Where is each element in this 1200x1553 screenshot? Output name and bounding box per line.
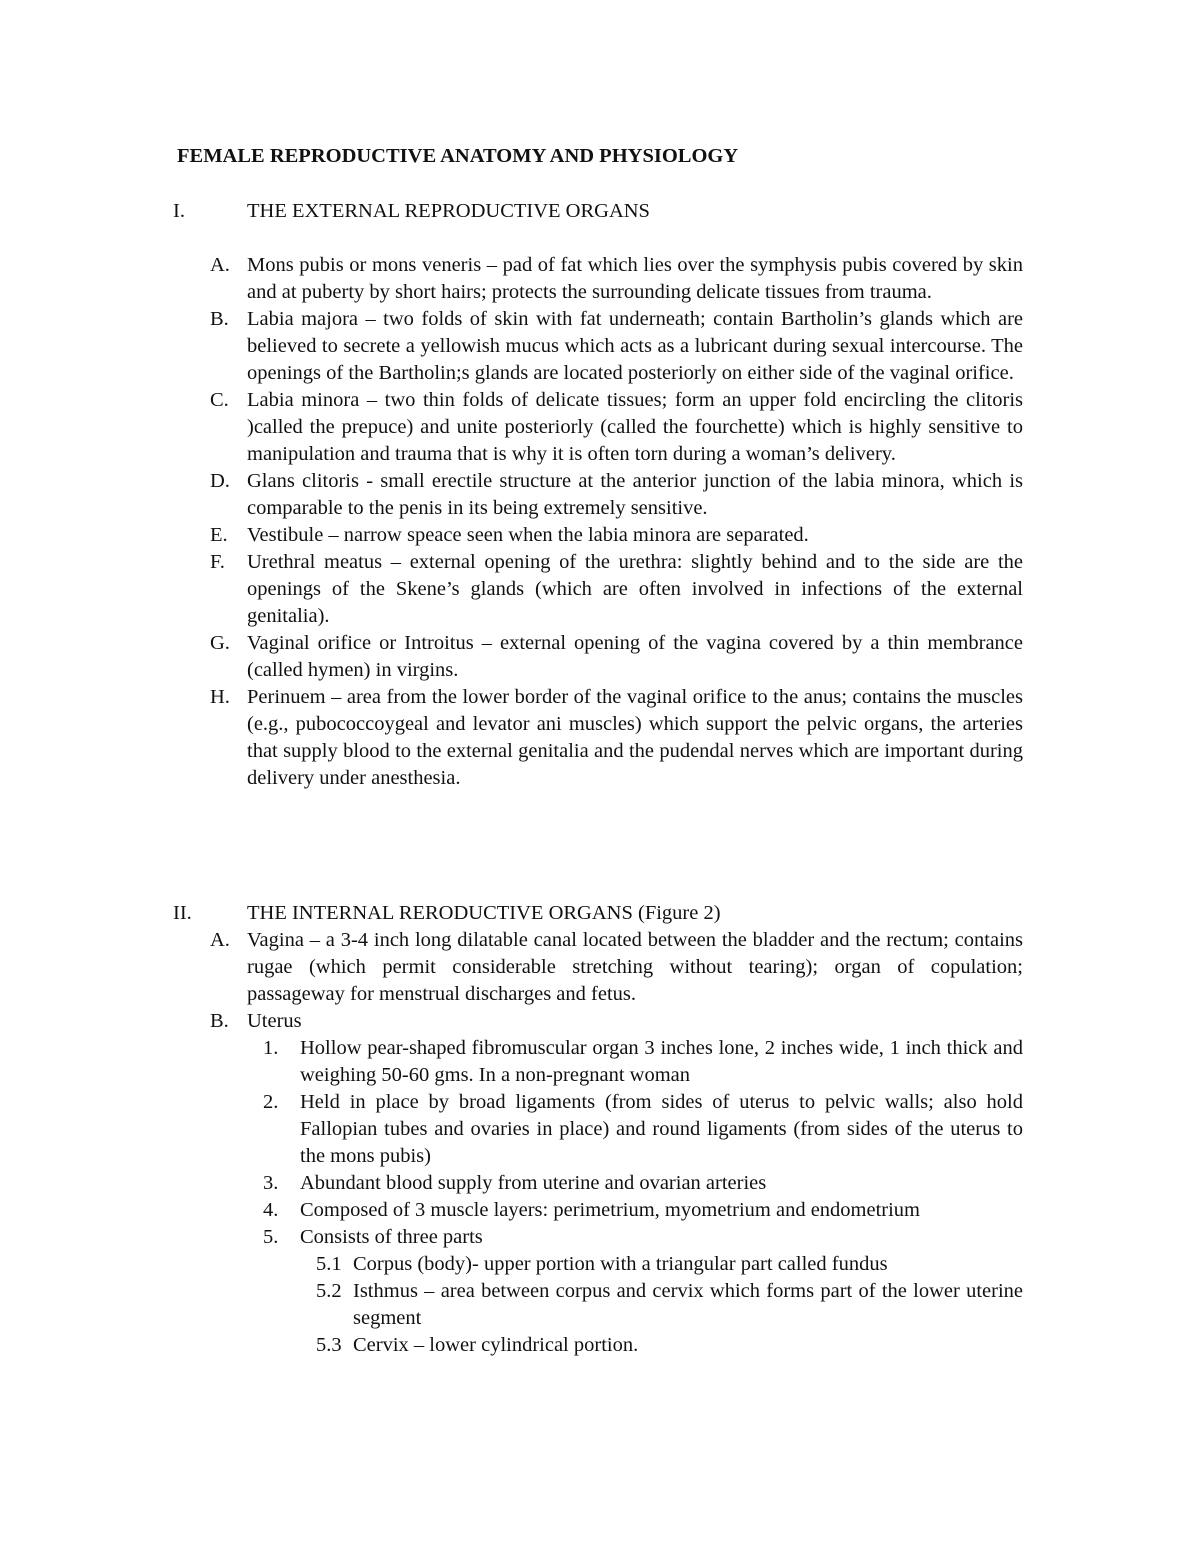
item-text: Labia majora – two folds of skin with fat underneath; contain Bartholin’s glands which are believed to secrete a yellowish mucus which acts as a lubricant during sexual intercourse. The openings of the Bartholin;s glands are located posteriorly on either side of the vaginal orifice. bbox=[247, 308, 1023, 384]
item-label: E. bbox=[210, 524, 228, 546]
item-text: Vaginal orifice or Introitus – external opening of the vagina covered by a thin membrance (called hymen) in virgins. bbox=[247, 632, 1023, 681]
list-item bbox=[210, 468, 1023, 522]
section-2-title: THE INTERNAL RERODUCTIVE ORGANS (Figure 2) bbox=[247, 902, 721, 924]
uterus-parts-sublist bbox=[210, 1251, 1023, 1359]
item-text: Composed of 3 muscle layers: perimetrium, myometrium and endometrium bbox=[300, 1199, 920, 1221]
item-text: Abundant blood supply from uterine and ovarian arteries bbox=[300, 1172, 767, 1194]
item-text: Corpus (body)- upper portion with a triangular part called fundus bbox=[353, 1253, 888, 1275]
section-1-title: THE EXTERNAL REPRODUCTIVE ORGANS bbox=[247, 200, 650, 222]
item-text: Urethral meatus – external opening of the urethra: slightly behind and to the side are the openings of the Skene’s glands (which are often involved in infections of the external genitalia). bbox=[247, 551, 1023, 627]
item-label: 5.1 bbox=[316, 1253, 342, 1275]
item-text: Consists of three parts bbox=[300, 1226, 483, 1248]
item-text: Vagina – a 3-4 inch long dilatable canal located between the bladder and the rectum; contains rugae (which permit considerable stretching without tearing); organ of copulation; passageway for menstrual discharges and fetus. bbox=[247, 929, 1023, 1005]
list-item bbox=[210, 684, 1023, 792]
list-item bbox=[316, 1251, 1023, 1278]
item-label: A. bbox=[210, 929, 230, 951]
item-label: 1. bbox=[263, 1037, 279, 1059]
list-item bbox=[316, 1278, 1023, 1332]
item-text: Cervix – lower cylindrical portion. bbox=[353, 1334, 639, 1356]
external-organs-list bbox=[210, 252, 1023, 792]
section-2-number: II. bbox=[173, 902, 192, 924]
item-label: B. bbox=[210, 1010, 229, 1032]
item-label: 3. bbox=[263, 1172, 279, 1194]
list-item bbox=[210, 549, 1023, 630]
list-item bbox=[263, 1170, 1023, 1197]
item-text: Uterus bbox=[247, 1010, 302, 1032]
item-text: Held in place by broad ligaments (from sides of uterus to pelvic walls; also hold Fallopian tubes and ovaries in place) and round ligaments (from sides of the uterus to the mons pubis) bbox=[300, 1091, 1023, 1167]
item-label: 5. bbox=[263, 1226, 279, 1248]
internal-organs-list bbox=[210, 927, 1023, 1359]
item-label: H. bbox=[210, 686, 230, 708]
list-item bbox=[210, 306, 1023, 387]
item-label: G. bbox=[210, 632, 230, 654]
item-label: C. bbox=[210, 389, 229, 411]
list-item bbox=[263, 1035, 1023, 1089]
item-label: 2. bbox=[263, 1091, 279, 1113]
item-label: D. bbox=[210, 470, 230, 492]
item-text: Vestibule – narrow speace seen when the labia minora are separated. bbox=[247, 524, 809, 546]
list-item bbox=[210, 630, 1023, 684]
list-item bbox=[316, 1332, 1023, 1359]
item-text: Perinuem – area from the lower border of the vaginal orifice to the anus; contains the muscles (e.g., pubococcoygeal and levator ani muscles) which support the pelvic organs, the arteries that supply blood to the external genitalia and the pudendal nerves which are important during delivery under anesthesia. bbox=[247, 686, 1023, 789]
item-label: B. bbox=[210, 308, 229, 330]
list-item bbox=[210, 1008, 1023, 1035]
list-item bbox=[210, 522, 1023, 549]
item-text: Hollow pear-shaped fibromuscular organ 3 inches lone, 2 inches wide, 1 inch thick and weighing 50-60 gms. In a non-pregnant woman bbox=[300, 1037, 1023, 1086]
item-label: F. bbox=[210, 551, 225, 573]
uterus-sublist bbox=[210, 1035, 1023, 1251]
section-1-number: I. bbox=[173, 200, 185, 222]
list-item bbox=[263, 1224, 1023, 1251]
item-text: Glans clitoris - small erectile structure at the anterior junction of the labia minora, which is comparable to the penis in its being extremely sensitive. bbox=[247, 470, 1023, 519]
item-text: Isthmus – area between corpus and cervix which forms part of the lower uterine segment bbox=[353, 1280, 1023, 1329]
item-label: 5.2 bbox=[316, 1280, 342, 1302]
list-item bbox=[210, 252, 1023, 306]
item-text: Mons pubis or mons veneris – pad of fat which lies over the symphysis pubis covered by skin and at puberty by short hairs; protects the surrounding delicate tissues from trauma. bbox=[247, 254, 1023, 303]
list-item bbox=[210, 387, 1023, 468]
list-item bbox=[263, 1089, 1023, 1170]
list-item bbox=[263, 1197, 1023, 1224]
item-text: Labia minora – two thin folds of delicate tissues; form an upper fold encircling the clitoris )called the prepuce) and unite posteriorly (called the fourchette) which is highly sensitive to manipulation and trauma that is why it is often torn during a woman’s delivery. bbox=[247, 389, 1023, 465]
item-label: 5.3 bbox=[316, 1334, 342, 1356]
list-item bbox=[210, 927, 1023, 1008]
document-title: FEMALE REPRODUCTIVE ANATOMY AND PHYSIOLOGY bbox=[177, 145, 739, 167]
item-label: 4. bbox=[263, 1199, 279, 1221]
item-label: A. bbox=[210, 254, 230, 276]
